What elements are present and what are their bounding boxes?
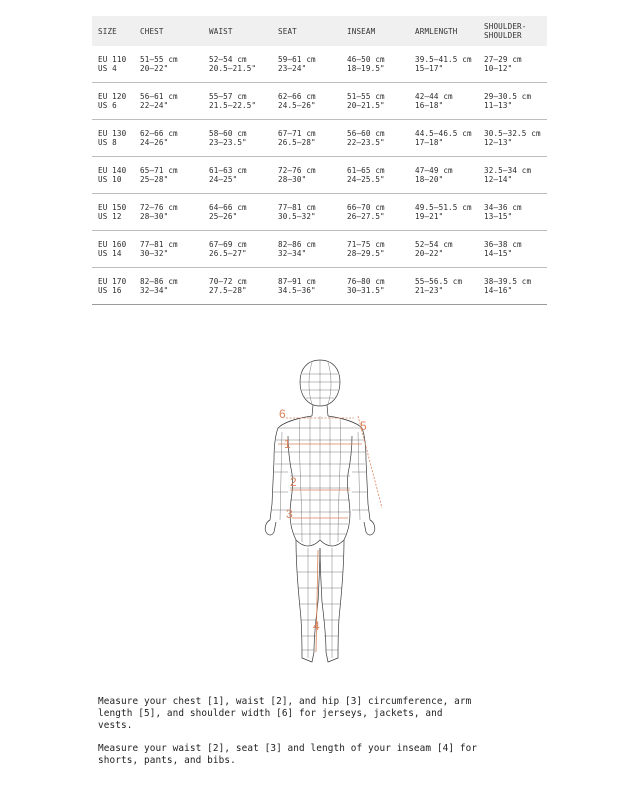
cell-primary-value: 44.5–46.5 cm	[415, 129, 472, 138]
cell-primary-value: 61–63 cm	[209, 166, 247, 175]
instructions-tops: Measure your chest [1], waist [2], and hip [3] circumference, arm length [5], and shoulder width [6] for jerseys, jackets, and vests.	[98, 696, 472, 731]
cell-size	[92, 46, 134, 83]
measurement-instructions	[98, 696, 478, 778]
cell-secondary-value: 28–30"	[140, 212, 169, 221]
cell-chest	[134, 194, 203, 231]
cell-shoulder-shoulder	[478, 194, 547, 231]
marker-inseam: 4	[313, 619, 320, 633]
cell-secondary-value: 34.5–36"	[278, 286, 316, 295]
cell-secondary-value: 32–34"	[278, 249, 307, 258]
cell-secondary-value: US 8	[98, 138, 117, 147]
cell-primary-value: 62–66 cm	[140, 129, 178, 138]
cell-primary-value: 65–71 cm	[140, 166, 178, 175]
cell-secondary-value: 10–12"	[484, 64, 513, 73]
cell-primary-value: 51–55 cm	[140, 55, 178, 64]
cell-secondary-value: 22–24"	[140, 101, 169, 110]
cell-secondary-value: 17–18"	[415, 138, 444, 147]
cell-primary-value: 38–39.5 cm	[484, 277, 532, 286]
cell-primary-value: EU 150	[98, 203, 127, 212]
cell-primary-value: 71–75 cm	[347, 240, 385, 249]
cell-secondary-value: 25–28"	[140, 175, 169, 184]
cell-secondary-value: 23–23.5"	[209, 138, 247, 147]
cell-armlength	[409, 194, 478, 231]
cell-armlength	[409, 231, 478, 268]
cell-primary-value: EU 130	[98, 129, 127, 138]
cell-secondary-value: 20–22"	[140, 64, 169, 73]
column-header-size	[92, 16, 134, 46]
cell-primary-value: EU 140	[98, 166, 127, 175]
cell-chest	[134, 83, 203, 120]
cell-chest	[134, 46, 203, 83]
cell-secondary-value: 24–25"	[209, 175, 238, 184]
table-row	[92, 46, 547, 83]
cell-size	[92, 268, 134, 305]
cell-secondary-value: 20–21.5"	[347, 101, 385, 110]
cell-secondary-value: 30–31.5"	[347, 286, 385, 295]
cell-secondary-value: US 12	[98, 212, 122, 221]
cell-inseam	[341, 46, 409, 83]
size-chart-table	[92, 16, 547, 305]
cell-inseam	[341, 194, 409, 231]
column-header-waist	[203, 16, 272, 46]
cell-secondary-value: 28–30"	[278, 175, 307, 184]
cell-primary-value: 64–66 cm	[209, 203, 247, 212]
cell-shoulder-shoulder	[478, 268, 547, 305]
table-row	[92, 194, 547, 231]
cell-secondary-value: 26.5–28"	[278, 138, 316, 147]
cell-secondary-value: US 6	[98, 101, 117, 110]
cell-chest	[134, 231, 203, 268]
cell-primary-value: EU 120	[98, 92, 127, 101]
cell-secondary-value: 14–15"	[484, 249, 513, 258]
column-header-line: ARMLENGTH	[415, 26, 458, 36]
table-row	[92, 268, 547, 305]
cell-secondary-value: 16–18"	[415, 101, 444, 110]
cell-primary-value: 59–61 cm	[278, 55, 316, 64]
size-chart-header	[92, 16, 547, 46]
instructions-bottoms: Measure your waist [2], seat [3] and length of your inseam [4] for shorts, pants, and bibs.	[98, 743, 478, 766]
cell-primary-value: 72–76 cm	[278, 166, 316, 175]
cell-waist	[203, 157, 272, 194]
cell-secondary-value: 23–24"	[278, 64, 307, 73]
cell-armlength	[409, 157, 478, 194]
cell-secondary-value: US 16	[98, 286, 122, 295]
cell-primary-value: 66–70 cm	[347, 203, 385, 212]
cell-size	[92, 83, 134, 120]
column-header-seat	[272, 16, 341, 46]
column-header-line: INSEAM	[347, 26, 376, 36]
cell-secondary-value: 25–26"	[209, 212, 238, 221]
cell-secondary-value: US 4	[98, 64, 117, 73]
cell-secondary-value: 26.5–27"	[209, 249, 247, 258]
cell-seat	[272, 46, 341, 83]
cell-primary-value: 52–54 cm	[415, 240, 453, 249]
cell-size	[92, 231, 134, 268]
column-header-line: SEAT	[278, 26, 297, 36]
cell-chest	[134, 268, 203, 305]
cell-secondary-value: 30.5–32"	[278, 212, 316, 221]
cell-seat	[272, 157, 341, 194]
cell-primary-value: 27–29 cm	[484, 55, 522, 64]
cell-inseam	[341, 268, 409, 305]
cell-chest	[134, 120, 203, 157]
cell-primary-value: 87–91 cm	[278, 277, 316, 286]
size-chart-body	[92, 46, 547, 305]
cell-secondary-value: 12–14"	[484, 175, 513, 184]
cell-primary-value: 34–36 cm	[484, 203, 522, 212]
cell-primary-value: 32.5–34 cm	[484, 166, 532, 175]
cell-waist	[203, 231, 272, 268]
cell-secondary-value: 21–23"	[415, 286, 444, 295]
cell-secondary-value: 19–21"	[415, 212, 444, 221]
column-header-chest	[134, 16, 203, 46]
cell-primary-value: 62–66 cm	[278, 92, 316, 101]
cell-shoulder-shoulder	[478, 157, 547, 194]
cell-primary-value: 77–81 cm	[278, 203, 316, 212]
cell-primary-value: 56–60 cm	[347, 129, 385, 138]
table-row	[92, 157, 547, 194]
cell-secondary-value: 24–25.5"	[347, 175, 385, 184]
cell-secondary-value: 18–20"	[415, 175, 444, 184]
cell-primary-value: 47–49 cm	[415, 166, 453, 175]
header-row	[92, 16, 547, 46]
cell-seat	[272, 268, 341, 305]
cell-primary-value: 67–69 cm	[209, 240, 247, 249]
column-header-line: SIZE	[98, 26, 117, 36]
cell-primary-value: 39.5–41.5 cm	[415, 55, 472, 64]
column-header-line: SHOULDER	[484, 31, 522, 40]
cell-secondary-value: 11–13"	[484, 101, 513, 110]
cell-size	[92, 194, 134, 231]
cell-inseam	[341, 231, 409, 268]
cell-primary-value: 55–56.5 cm	[415, 277, 463, 286]
column-header-inseam	[341, 16, 409, 46]
cell-secondary-value: 24–26"	[140, 138, 169, 147]
cell-inseam	[341, 83, 409, 120]
column-header-shoulder-shoulder	[478, 16, 547, 46]
cell-shoulder-shoulder	[478, 231, 547, 268]
cell-primary-value: 72–76 cm	[140, 203, 178, 212]
cell-seat	[272, 194, 341, 231]
cell-primary-value: 30.5–32.5 cm	[484, 129, 541, 138]
cell-primary-value: 52–54 cm	[209, 55, 247, 64]
cell-primary-value: 82–86 cm	[140, 277, 178, 286]
cell-armlength	[409, 120, 478, 157]
marker-waist: 2	[290, 475, 297, 489]
cell-inseam	[341, 120, 409, 157]
cell-waist	[203, 46, 272, 83]
cell-waist	[203, 83, 272, 120]
cell-shoulder-shoulder	[478, 46, 547, 83]
cell-secondary-value: 28–29.5"	[347, 249, 385, 258]
cell-secondary-value: 32–34"	[140, 286, 169, 295]
cell-primary-value: 58–60 cm	[209, 129, 247, 138]
cell-primary-value: 49.5–51.5 cm	[415, 203, 472, 212]
cell-waist	[203, 268, 272, 305]
marker-arm-length: 5	[360, 419, 367, 433]
cell-shoulder-shoulder	[478, 120, 547, 157]
column-header-line: SHOULDER-	[484, 22, 527, 31]
cell-inseam	[341, 157, 409, 194]
table-row	[92, 120, 547, 157]
column-header-line: CHEST	[140, 26, 164, 36]
cell-primary-value: 55–57 cm	[209, 92, 247, 101]
cell-secondary-value: 12–13"	[484, 138, 513, 147]
cell-primary-value: EU 170	[98, 277, 127, 286]
marker-hip: 3	[286, 507, 293, 521]
cell-secondary-value: 30–32"	[140, 249, 169, 258]
body-measurement-figure	[232, 352, 408, 672]
cell-primary-value: 46–50 cm	[347, 55, 385, 64]
cell-primary-value: 36–38 cm	[484, 240, 522, 249]
cell-seat	[272, 120, 341, 157]
cell-primary-value: 67–71 cm	[278, 129, 316, 138]
cell-chest	[134, 157, 203, 194]
cell-primary-value: 76–80 cm	[347, 277, 385, 286]
table-row	[92, 83, 547, 120]
marker-chest: 1	[284, 437, 291, 451]
cell-secondary-value: 24.5–26"	[278, 101, 316, 110]
cell-armlength	[409, 268, 478, 305]
cell-seat	[272, 231, 341, 268]
cell-secondary-value: 22–23.5"	[347, 138, 385, 147]
column-header-armlength	[409, 16, 478, 46]
column-header-line: WAIST	[209, 26, 233, 36]
cell-primary-value: 77–81 cm	[140, 240, 178, 249]
cell-seat	[272, 83, 341, 120]
cell-secondary-value: 13–15"	[484, 212, 513, 221]
marker-shoulder: 6	[279, 407, 286, 421]
cell-primary-value: 56–61 cm	[140, 92, 178, 101]
cell-armlength	[409, 83, 478, 120]
cell-secondary-value: 20.5–21.5"	[209, 64, 257, 73]
cell-secondary-value: US 10	[98, 175, 122, 184]
cell-secondary-value: 20–22"	[415, 249, 444, 258]
cell-shoulder-shoulder	[478, 83, 547, 120]
table-row	[92, 231, 547, 268]
cell-secondary-value: 14–16"	[484, 286, 513, 295]
cell-primary-value: EU 160	[98, 240, 127, 249]
cell-size	[92, 120, 134, 157]
cell-waist	[203, 194, 272, 231]
cell-primary-value: EU 110	[98, 55, 127, 64]
cell-waist	[203, 120, 272, 157]
cell-primary-value: 51–55 cm	[347, 92, 385, 101]
cell-secondary-value: US 14	[98, 249, 122, 258]
cell-primary-value: 70–72 cm	[209, 277, 247, 286]
cell-primary-value: 29–30.5 cm	[484, 92, 532, 101]
cell-primary-value: 42–44 cm	[415, 92, 453, 101]
cell-secondary-value: 15–17"	[415, 64, 444, 73]
cell-secondary-value: 18–19.5"	[347, 64, 385, 73]
cell-secondary-value: 27.5–28"	[209, 286, 247, 295]
cell-secondary-value: 26–27.5"	[347, 212, 385, 221]
cell-armlength	[409, 46, 478, 83]
cell-secondary-value: 21.5–22.5"	[209, 101, 257, 110]
cell-size	[92, 157, 134, 194]
cell-primary-value: 82–86 cm	[278, 240, 316, 249]
cell-primary-value: 61–65 cm	[347, 166, 385, 175]
